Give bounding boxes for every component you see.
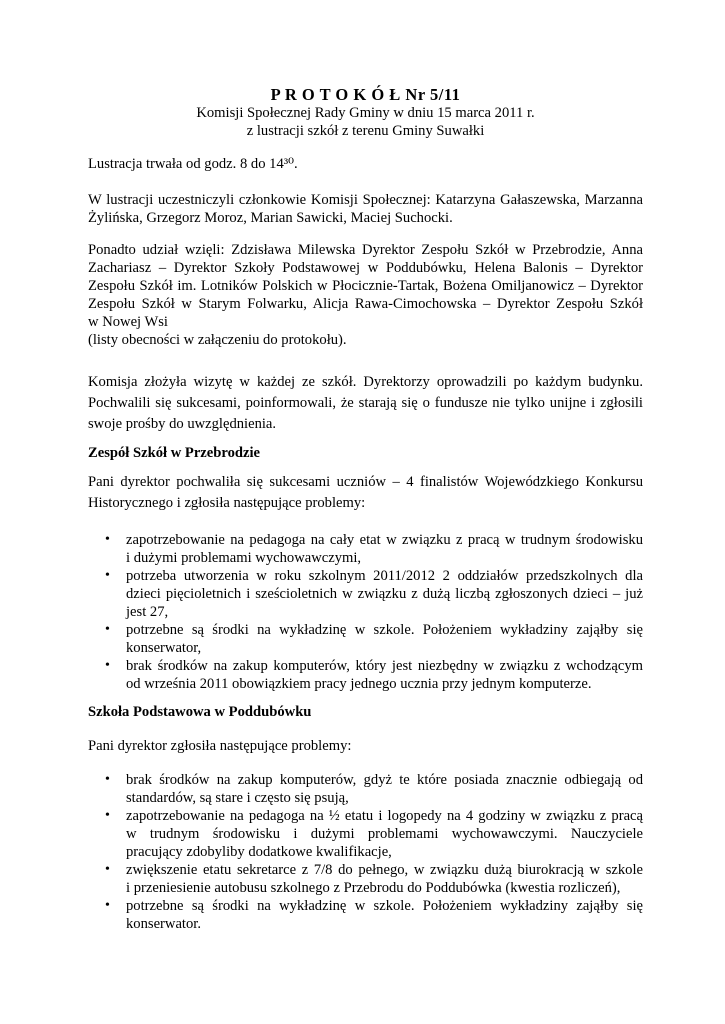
visit-paragraph: Komisja złożyła wizytę w każdej ze szkół. Dyrektorzy oprowadzili po każdym budynku. Pochwalili się sukcesami, poinformowali, że starają się o fundusze nie tylko unijne i zgłosili swoje prośby do uwzględnienia. (88, 374, 643, 432)
list-item: • zwiększenie etatu sekretarce z 7/8 do pełnego, w związku dużą biurokracją w szkole i przeniesienie autobusu szkolnego z Przebrodu do Poddubówka (kwestia rozliczeń), (88, 861, 643, 897)
problems-list-przebrod (88, 531, 643, 693)
list-item: • brak środków na zakup komputerów, który jest niezbędny w związku z wchodzącym od września 2011 obowiązkiem pracy jednego ucznia przy jednym komputerze. (88, 657, 643, 693)
list-item: • potrzebne są środki na wykładzinę w szkole. Położeniem wykładziny zająłby się konserwator, (88, 621, 643, 657)
protocol-subtitle-scope: z lustracji szkół z terenu Gminy Suwałki (246, 123, 485, 139)
members-paragraph: W lustracji uczestniczyli członkowie Komisji Społecznej: Katarzyna Gałaszewska, Marzanna Żylińska, Grzegorz Moroz, Marian Sawicki, Maciej Suchocki. (88, 192, 643, 226)
list-item: • zapotrzebowanie na pedagoga na cały etat w związku z pracą w trudnym środowisku i dużymi problemami wychowawczymi, (88, 531, 643, 567)
section-przebrod-intro: Pani dyrektor pochwaliła się sukcesami uczniów – 4 finalistów Wojewódzkiego Konkursu Historycznego i zgłosiła następujące problemy: (88, 474, 643, 511)
list-item: • potrzeba utworzenia w roku szkolnym 2011/2012 2 oddziałów przedszkolnych dla dzieci pięcioletnich i sześcioletnich w związku z dużą liczbą zgłoszonych dzieci – już jest 27, (88, 567, 643, 621)
list-item: • brak środków na zakup komputerów, gdyż te które posiada znacznie odbiegają od standardów, są stare i często się psują, (88, 771, 643, 807)
problems-list-poddubowek (88, 771, 643, 933)
section-heading-poddubowek: Szkoła Podstawowa w Poddubówku (88, 704, 312, 720)
document-header (88, 86, 643, 140)
section-poddubowek-intro: Pani dyrektor zgłosiła następujące problemy: (88, 738, 352, 754)
protocol-subtitle-committee: Komisji Społecznej Rady Gminy w dniu 15 marca 2011 r. (196, 105, 535, 121)
participants-paragraph: Ponadto udział wzięli: Zdzisława Milewska Dyrektor Zespołu Szkół w Przebrodzie, Anna Zachariasz – Dyrektor Szkoły Podstawowej w Poddubówku, Helena Balonis – Dyrektor Zespołu Szkół im. Lotników Polskich w Płocicznie-Tartak, Bożena Omiljanowicz – Dyrektor Zespołu Szkół w Starym Folwarku, Alicja Rawa-Cimochowska – Dyrektor Zespołu Szkół w Nowej Wsi (listy obecności w załączeniu do protokołu). (88, 242, 643, 348)
section-heading-przebrod: Zespół Szkół w Przebrodzie (88, 445, 261, 461)
inspection-duration: Lustracja trwała od godz. 8 do 14³⁰. (88, 156, 298, 172)
protocol-title: P R O T O K Ó Ł Nr 5/11 (270, 85, 461, 104)
list-item: • potrzebne są środki na wykładzinę w szkole. Położeniem wykładziny zająłby się konserwator. (88, 897, 643, 933)
list-item: • zapotrzebowanie na pedagoga na ½ etatu i logopedy na 4 godziny w związku z pracą w trudnym środowisku i dużymi problemami wychowawczymi. Nauczyciele pracujący zdobyliby dodatkowe kwalifikacje, (88, 807, 643, 861)
